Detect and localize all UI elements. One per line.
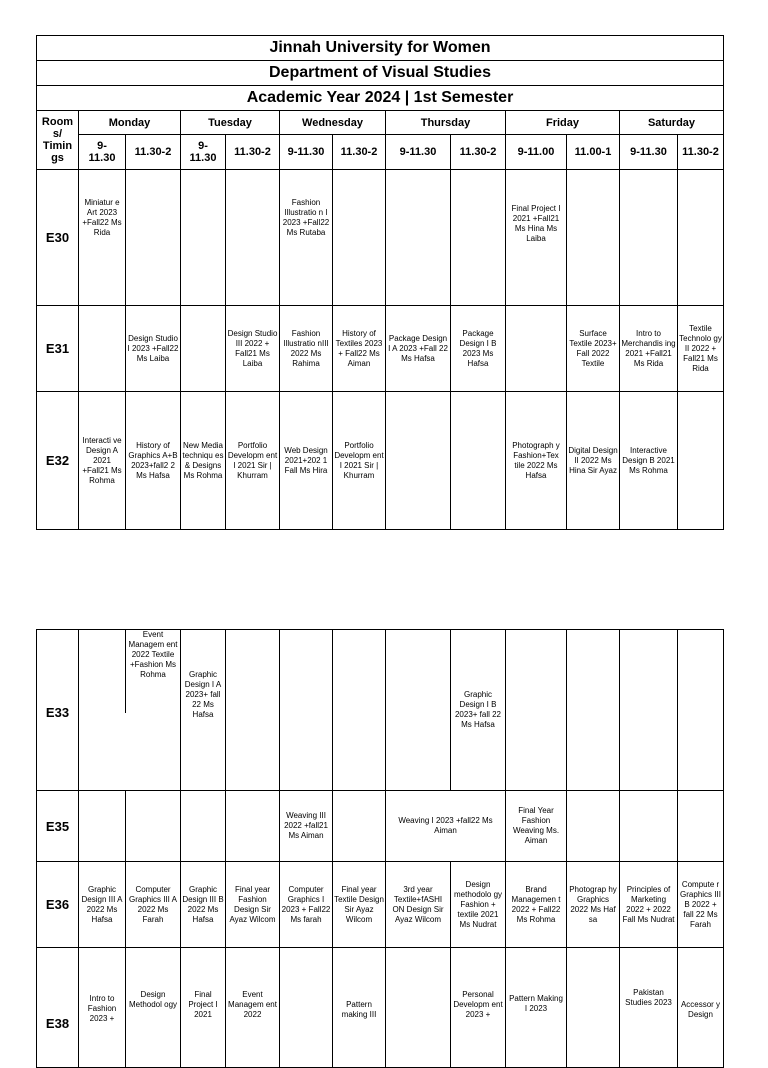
- class-cell: [451, 170, 506, 306]
- class-cell: Event Managem ent 2022 Textile +Fashion Ms Rohma: [126, 630, 181, 713]
- class-cell: [333, 170, 386, 306]
- class-cell: Intro to Fashion 2023 +: [79, 948, 126, 1068]
- day-friday: Friday: [506, 111, 620, 135]
- class-cell: Fashion Illustratio nIII 2022 Ms Rahima: [280, 306, 333, 392]
- room-row-e32: [37, 392, 724, 530]
- class-cell: Miniatur e Art 2023 +Fall22 Ms Rida: [79, 170, 126, 306]
- time-slot: 9- 11.30: [181, 135, 226, 170]
- class-cell: Design Studio III 2022 + Fall21 Ms Laiba: [226, 306, 280, 392]
- day-saturday: Saturday: [620, 111, 724, 135]
- class-cell: Graphic Design III B 2022 Ms Hafsa: [181, 862, 226, 948]
- department-title: Department of Visual Studies: [37, 61, 724, 86]
- class-cell: Web Design 2021+202 1 Fall Ms Hira: [280, 392, 333, 530]
- class-cell: Intro to Merchandis ing 2021 +Fall21 Ms Rida: [620, 306, 678, 392]
- class-cell: Portfolio Developm ent I 2021 Sir | Khurram: [226, 392, 280, 530]
- time-slot: 9-11.30: [386, 135, 451, 170]
- class-cell: [126, 170, 181, 306]
- day-wednesday: Wednesday: [280, 111, 386, 135]
- class-cell: Principles of Marketing 2022 + 2022 Fall Ms Nudrat: [620, 862, 678, 948]
- class-cell: [386, 948, 451, 1068]
- class-cell: Package Design I A 2023 +Fall 22 Ms Hafsa: [386, 306, 451, 392]
- class-cell: Final Project I 2021 +Fall21 Ms Hina Ms Laiba: [506, 170, 567, 306]
- room-row-e35: [37, 791, 724, 862]
- room-row-e30: [37, 170, 724, 306]
- room-label: E31: [37, 306, 79, 392]
- class-cell: Interacti ve Design A 2021 +Fall21 Ms Rohma: [79, 392, 126, 530]
- room-label: E32: [37, 392, 79, 530]
- class-cell: [620, 170, 678, 306]
- day-thursday: Thursday: [386, 111, 506, 135]
- class-cell: Pattern making III: [333, 948, 386, 1068]
- time-slot: 9-11.00: [506, 135, 567, 170]
- class-cell: History of Graphics A+B 2023+fall2 2 Ms Hafsa: [126, 392, 181, 530]
- room-label: E38: [37, 948, 79, 1068]
- class-cell: Pakistan Studies 2023: [620, 948, 678, 1068]
- class-cell: Design Methodol ogy: [126, 948, 181, 1068]
- class-cell: Portfolio Developm ent I 2021 Sir | Khurram: [333, 392, 386, 530]
- timetable-bottom: [36, 629, 724, 1068]
- class-cell: 3rd year Textile+fASHI ON Design Sir Ayaz Wilcom: [386, 862, 451, 948]
- class-cell: Computer Graphics III A 2022 Ms Farah: [126, 862, 181, 948]
- room-timings-header: Room s/ Timin gs: [37, 111, 79, 170]
- class-cell: Package Design I B 2023 Ms Hafsa: [451, 306, 506, 392]
- class-cell: Digital Design II 2022 Ms Hina Sir Ayaz: [567, 392, 620, 530]
- class-cell: Final year Textile Design Sir Ayaz Wilcom: [333, 862, 386, 948]
- class-cell: [79, 306, 126, 392]
- class-cell: Design methodolo gy Fashion + textile 2021 Ms Nudrat: [451, 862, 506, 948]
- university-title: Jinnah University for Women: [37, 36, 724, 61]
- class-cell: Weaving I 2023 +fall22 Ms Aiman: [386, 791, 506, 862]
- class-cell: Graphic Design I B 2023+ fall 22 Ms Hafsa: [451, 630, 506, 791]
- time-slot: 9- 11.30: [79, 135, 126, 170]
- class-cell: Photograph y Fashion+Tex tile 2022 Ms Hafsa: [506, 392, 567, 530]
- class-cell: [226, 170, 280, 306]
- class-cell: [567, 948, 620, 1068]
- class-cell: Final Project I 2021: [181, 948, 226, 1068]
- class-cell: Final year Fashion Design Sir Ayaz Wilcom: [226, 862, 280, 948]
- time-slot: 11.30-2: [333, 135, 386, 170]
- class-cell: History of Textiles 2023 + Fall22 Ms Aiman: [333, 306, 386, 392]
- class-cell: [567, 170, 620, 306]
- time-slot: 11.30-2: [226, 135, 280, 170]
- class-cell: Textile Technolo gy II 2022 + Fall21 Ms Rida: [678, 306, 724, 392]
- time-slot: 9-11.30: [280, 135, 333, 170]
- room-row-e36: [37, 862, 724, 948]
- class-cell: Event Managem ent 2022: [226, 948, 280, 1068]
- class-cell: [280, 948, 333, 1068]
- class-cell: Accessor y Design: [678, 948, 724, 1068]
- class-cell: [506, 306, 567, 392]
- time-slot: 9-11.30: [620, 135, 678, 170]
- time-slot: 11.30-2: [451, 135, 506, 170]
- class-cell: [181, 306, 226, 392]
- day-tuesday: Tuesday: [181, 111, 280, 135]
- room-label: E36: [37, 862, 79, 948]
- class-cell: [181, 170, 226, 306]
- class-cell: Brand Managemen t 2022 + Fall22 Ms Rohma: [506, 862, 567, 948]
- academic-year-title: Academic Year 2024 | 1st Semester: [37, 86, 724, 111]
- day-monday: Monday: [79, 111, 181, 135]
- class-cell: [451, 392, 506, 530]
- class-cell: Design Studio I 2023 +Fall22 Ms Laiba: [126, 306, 181, 392]
- class-cell: New Media techniqu es & Designs Ms Rohma: [181, 392, 226, 530]
- class-cell: Computer Graphics I 2023 + Fall22 Ms farah: [280, 862, 333, 948]
- room-row-e31: [37, 306, 724, 392]
- class-cell: [678, 392, 724, 530]
- room-label: E35: [37, 791, 79, 862]
- class-cell: Graphic Design III A 2022 Ms Hafsa: [79, 862, 126, 948]
- class-cell: Compute r Graphics III B 2022 + fall 22 Ms Farah: [678, 862, 724, 948]
- time-slot: 11.30-2: [678, 135, 724, 170]
- class-cell: Fashion Illustratio n I 2023 +Fall22 Ms Rutaba: [280, 170, 333, 306]
- class-cell: Pattern Making I 2023: [506, 948, 567, 1068]
- class-cell: [386, 170, 451, 306]
- time-slot: 11.30-2: [126, 135, 181, 170]
- room-row-e33: [37, 630, 724, 713]
- room-label: E30: [37, 170, 79, 306]
- class-cell: Graphic Design I A 2023+ fall 22 Ms Hafsa: [181, 630, 226, 791]
- room-row-e38: [37, 948, 724, 1068]
- time-slot: 11.00-1: [567, 135, 620, 170]
- room-label: E33: [37, 630, 79, 791]
- class-cell: [678, 170, 724, 306]
- class-cell: [386, 392, 451, 530]
- class-cell: Final Year Fashion Weaving Ms. Aiman: [506, 791, 567, 862]
- class-cell: Surface Textile 2023+ Fall 2022 Textile: [567, 306, 620, 392]
- class-cell: Photograp hy Graphics 2022 Ms Haf sa: [567, 862, 620, 948]
- timetable-top: [36, 35, 724, 530]
- class-cell: Weaving III 2022 +fall21 Ms Aiman: [280, 791, 333, 862]
- class-cell: Interactive Design B 2021 Ms Rohma: [620, 392, 678, 530]
- class-cell: Personal Developm ent 2023 +: [451, 948, 506, 1068]
